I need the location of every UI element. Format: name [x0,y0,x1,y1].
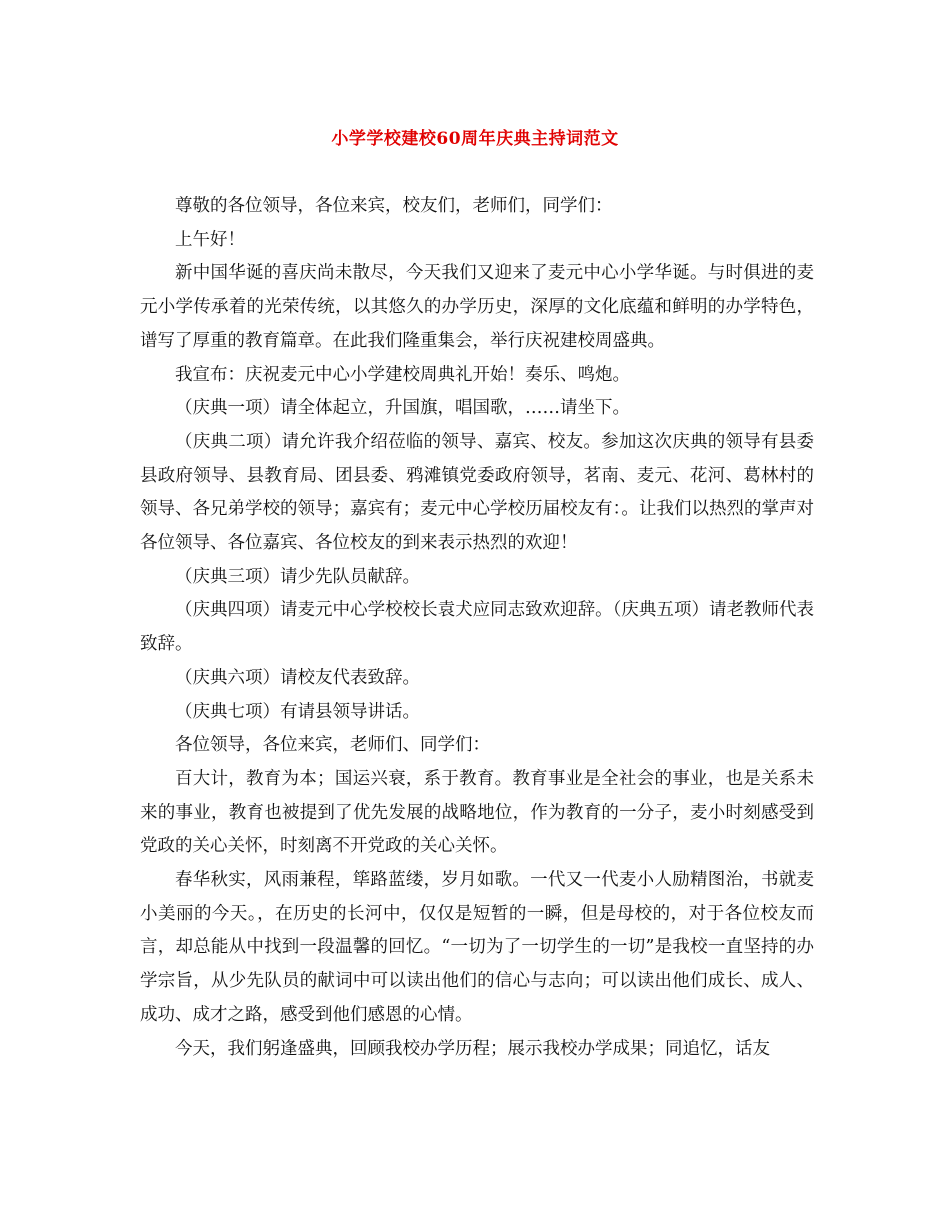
paragraph: （庆典三项）请少先队员献辞。 [175,566,420,587]
paragraph: 各位领导，各位来宾，老师们、同学们： [175,735,490,756]
paragraph: （庆典六项）请校友代表致辞。 [175,667,420,688]
document-title: 小学学校建校60周年庆典主持词范文 [331,129,619,149]
paragraph: 上午好！ [175,229,245,250]
paragraph: （庆典四项）请麦元中心学校校长袁犬应同志致欢迎辞。（庆典五项）请老教师代表致辞。 [140,600,814,655]
paragraph: 百大计，教育为本；国运兴衰，系于教育。教育事业是全社会的事业，也是关系未来的事业，教育也被提到了优先发展的战略地位，作为教育的一分子，麦小时刻感受到党政的关心关怀，时刻离不开党政的关心关怀。 [140,768,814,857]
paragraph: 新中国华诞的喜庆尚未散尽，今天我们又迎来了麦元中心小学华诞。与时俱进的麦元小学传承着的光荣传统，以其悠久的办学历史，深厚的文化底蕴和鲜明的办学特色，谱写了厚重的教育篇章。在此我们隆重集会，举行庆祝建校周盛典。 [140,263,814,351]
paragraph: （庆典一项）请全体起立，升国旗，唱国歌，……请坐下。 [175,398,630,419]
paragraph: 今天，我们躬逢盛典，回顾我校办学历程；展示我校办学成果；同追忆，话友 [175,1038,770,1059]
paragraph: 尊敬的各位领导，各位来宾，校友们，老师们，同学们： [175,196,613,216]
paragraph: （庆典二项）请允许我介绍莅临的领导、嘉宾、校友。参加这次庆典的领导有县委县政府领导、县教育局、团县委、鸦滩镇党委政府领导，茗南、麦元、花河、葛林村的领导、各兄弟学校的领导；嘉宾有；麦元中心学校历届校友有：。让我们以热烈的掌声对各位领导、各位嘉宾、各位校友的到来表示热烈的欢迎！ [140,431,814,554]
paragraph: 我宣布：庆祝麦元中心小学建校周典礼开始！奏乐、鸣炮。 [175,364,630,385]
paragraph: （庆典七项）有请县领导讲话。 [175,701,420,722]
document-body [140,190,814,1066]
paragraph: 春华秋实，风雨兼程，筚路蓝缕，岁月如歌。一代又一代麦小人励精图治，书就麦小美丽的今天。，在历史的长河中，仅仅是短暂的一瞬，但是母校的，对于各位校友而言，却总能从中找到一段温馨的回忆。“一切为了一切学生的一切”是我校一直坚持的办学宗旨，从少先队员的献词中可以读出他们的信心与志向；可以读出他们成长、成人、成功、成才之路，感受到他们感恩的心情。 [140,870,814,1025]
